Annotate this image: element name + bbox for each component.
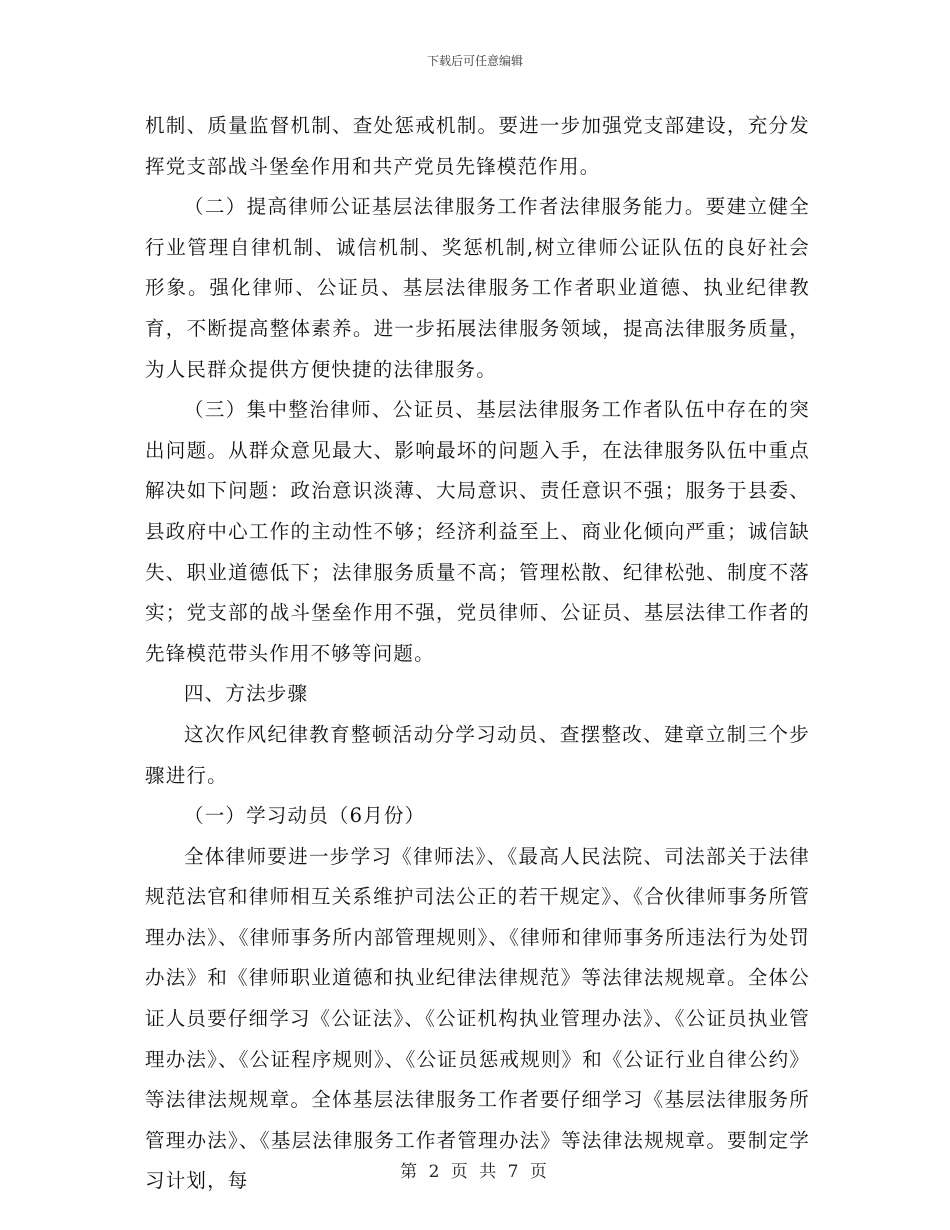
page-footer: 第 2 页 共 7 页 (400, 1162, 550, 1182)
section-heading-methods: 四、方法步骤 (184, 682, 309, 706)
page-header: 下载后可任意编辑 (426, 54, 523, 68)
paragraph-1: 机制、质量监督机制、查处惩戒机制。要进一步加强党支部建设，充分发挥党支部战斗堡垒作用和共产党员先锋模范作用。 (145, 114, 810, 178)
paragraph-7: 全体律师要进一步学习《律师法》、《最高人民法院、司法部关于法律规范法官和律师相互关系维护司法公正的若干规定》、《合伙律师事务所管理办法》、《律师事务所内部管理规则》、《律师和律师事务所违法行为处罚办法》和《律师职业道德和执业纪律法律规范》等法律法规规章。全体公证人员要仔细学习《公证法》、《公证机构执业管理办法》、《公证员执业管理办法》、《公证程序规则》、《公证员惩戒规则》和《公证行业自律公约》等法律法规规章。全体基层法律服务工作者要仔细学习《基层法律服务所管理办法》、《基层法律服务工作者管理办法》等法律法规规章。要制定学习计划，每 (145, 844, 810, 1193)
paragraph-2: （二）提高律师公证基层法律服务工作者法律服务能力。要建立健全行业管理自律机制、诚信机制、奖惩机制,树立律师公证队伍的良好社会形象。强化律师、公证员、基层法律服务工作者职业道德、执业纪律教育，不断提高整体素养。进一步拓展法律服务领域，提高法律服务质量，为人民群众提供方便快捷的法律服务。 (145, 195, 810, 381)
paragraph-5: 这次作风纪律教育整顿活动分学习动员、查摆整改、建章立制三个步骤进行。 (145, 722, 810, 787)
subheading-study-mobilization: （一）学习动员（6月份） (184, 804, 426, 828)
document-body (145, 106, 810, 1202)
paragraph-3: （三）集中整治律师、公证员、基层法律服务工作者队伍中存在的突出问题。从群众意见最大、影响最坏的问题入手，在法律服务队伍中重点解决如下问题：政治意识淡薄、大局意识、责任意识不强；服务于县委、县政府中心工作的主动性不够；经济利益至上、商业化倾向严重；诚信缺失、职业道德低下；法律服务质量不高；管理松散、纪律松弛、制度不落实；党支部的战斗堡垒作用不强，党员律师、公证员、基层法律工作者的先锋模范带头作用不够等问题。 (145, 398, 810, 665)
